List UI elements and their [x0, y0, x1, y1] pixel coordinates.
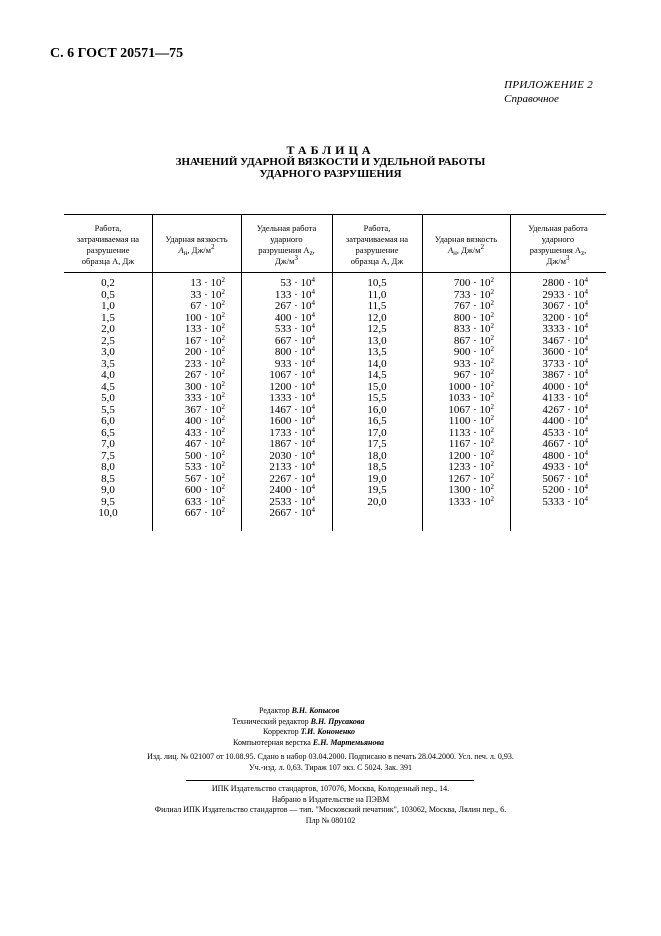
table-cell: $800 \cdot 10^2$	[453, 310, 494, 324]
table-cell: $2533 \cdot 10^4$	[269, 494, 315, 508]
table-cell: $400 \cdot 10^2$	[184, 414, 225, 427]
table-cell: 7,5	[101, 449, 115, 462]
table-cell: 11,0	[367, 288, 387, 301]
table-cell: 19,0	[367, 472, 387, 485]
publisher-line: Филиал ИПК Издательство стандартов — тип. "Московский печатник", 103062, Москва, Лялин пер., 6.	[154, 805, 507, 814]
data-table	[64, 214, 606, 531]
table-cell: $233 \cdot 10^2$	[184, 356, 225, 370]
work-column	[332, 278, 422, 508]
table-cell: 20,0	[367, 495, 387, 508]
table-cell: $500 \cdot 10^2$	[184, 448, 225, 462]
table-cell: 18,0	[367, 449, 387, 462]
table-cell: $1733 \cdot 10^4$	[269, 425, 315, 439]
table-cell: 1,0	[101, 300, 115, 312]
table-cell: 10,0	[98, 507, 118, 519]
header-toughness: Ударная вязкость $A_н$, $Дж/м^2$	[165, 234, 228, 257]
table-cell: 13,5	[367, 346, 387, 358]
table-cell: 10,5	[367, 277, 387, 289]
table-cell: 5,5	[101, 403, 115, 416]
table-cell: $2933 \cdot 10^4$	[542, 287, 588, 301]
table-cell: $1467 \cdot 10^4$	[269, 402, 315, 416]
table-cell: $1233 \cdot 10^2$	[448, 460, 494, 473]
header-divider	[64, 272, 606, 273]
header-specific-work: Удельная работа ударного разрушения $A_z$, $Дж/м^3$	[528, 223, 588, 266]
table-cell: 15,0	[367, 380, 387, 393]
table-cell: 12,0	[367, 311, 387, 324]
table-cell: $1067 \cdot 10^2$	[448, 402, 494, 416]
table-cell: 14,5	[367, 369, 387, 381]
table-cell: 3,5	[101, 357, 115, 370]
table-cell: $367 \cdot 10^2$	[184, 402, 225, 416]
table-cell: $2400 \cdot 10^4$	[269, 483, 315, 496]
appendix-type: Справочное	[504, 93, 559, 105]
table-cell: 7,0	[101, 438, 115, 450]
table-cell: 8,0	[101, 461, 115, 473]
table-cell: $4667 \cdot 10^4$	[542, 437, 588, 450]
table-cell: 0,5	[101, 288, 115, 301]
table-cell: $267 \cdot 10^2$	[184, 368, 225, 381]
table-cell: $1200 \cdot 10^4$	[269, 379, 315, 393]
toughness-column	[422, 278, 494, 508]
table-cell: 2,0	[101, 323, 115, 335]
table-cell: $200 \cdot 10^2$	[184, 345, 225, 358]
table-cell: $933 \cdot 10^4$	[274, 356, 315, 370]
table-cell: $1600 \cdot 10^4$	[269, 414, 315, 427]
table-cell: $800 \cdot 10^4$	[274, 345, 315, 358]
table-cell: $3200 \cdot 10^4$	[542, 310, 588, 324]
table-cell: $1200 \cdot 10^2$	[448, 448, 494, 462]
credit-line: Технический редактор В.Н. Прусакова	[232, 716, 365, 726]
table-cell: $4400 \cdot 10^4$	[542, 414, 588, 427]
table-cell: $5333 \cdot 10^4$	[542, 494, 588, 508]
table-cell: 9,0	[101, 484, 115, 496]
table-cell: $900 \cdot 10^2$	[453, 345, 494, 358]
table-cell: $1267 \cdot 10^2$	[448, 471, 494, 485]
table-cell: $833 \cdot 10^2$	[453, 322, 494, 335]
table-cell: $3333 \cdot 10^4$	[542, 322, 588, 335]
table-cell: 6,0	[101, 415, 115, 427]
table-cell: $1000 \cdot 10^2$	[448, 379, 494, 393]
table-cell: 15,5	[367, 392, 387, 404]
table-cell: $5067 \cdot 10^4$	[542, 471, 588, 485]
table-cell: $600 \cdot 10^2$	[184, 483, 225, 496]
divider	[186, 780, 474, 781]
appendix-label	[504, 78, 593, 106]
table-cell: $4133 \cdot 10^4$	[542, 391, 588, 404]
table-cell: $133 \cdot 10^4$	[274, 287, 315, 301]
table-cell: 4,5	[101, 380, 115, 393]
table-cell: $133 \cdot 10^2$	[184, 322, 225, 335]
table-cell: $867 \cdot 10^2$	[453, 333, 494, 347]
table-cell: $3067 \cdot 10^4$	[542, 299, 588, 312]
table-cell: $13 \cdot 10^2$	[190, 276, 225, 289]
table-cell: $733 \cdot 10^2$	[453, 287, 494, 301]
table-cell: $167 \cdot 10^2$	[184, 333, 225, 347]
table-cell: 8,5	[101, 472, 115, 485]
table-cell: 13,0	[367, 334, 387, 347]
table-cell: $700 \cdot 10^2$	[453, 276, 494, 289]
table-cell: $767 \cdot 10^2$	[453, 299, 494, 312]
toughness-column	[152, 278, 225, 520]
table-cell: $1100 \cdot 10^2$	[448, 414, 494, 427]
publisher-line: Набрано в Издательстве на ПЭВМ	[271, 794, 390, 804]
table-cell: $533 \cdot 10^2$	[184, 460, 225, 473]
table-cell: $667 \cdot 10^2$	[184, 506, 225, 519]
table-cell: $3600 \cdot 10^4$	[542, 345, 588, 358]
table-cell: $2030 \cdot 10^4$	[269, 448, 315, 462]
publisher-line: ИПК Издательство стандартов, 107076, Москва, Колодезный пер., 14.	[211, 784, 450, 793]
title-line-2: ЗНАЧЕНИЙ УДАРНОЙ ВЯЗКОСТИ И УДЕЛЬНОЙ РАБОТЫ	[175, 156, 486, 168]
title-line-3: УДАРНОГО РАЗРУШЕНИЯ	[259, 168, 402, 180]
table-cell: $267 \cdot 10^4$	[274, 299, 315, 312]
table-cell: $633 \cdot 10^2$	[184, 494, 225, 508]
table-cell: $933 \cdot 10^2$	[453, 356, 494, 370]
table-cell: 16,5	[367, 415, 387, 427]
table-cell: $5200 \cdot 10^4$	[542, 483, 588, 496]
credit-line: Корректор Т.И. Кононенко	[263, 727, 356, 736]
table-cell: $400 \cdot 10^4$	[274, 310, 315, 324]
table-cell: 16,0	[367, 403, 387, 416]
table-cell: 9,5	[101, 495, 115, 508]
table-cell: $1133 \cdot 10^2$	[448, 425, 494, 439]
table-cell: $2667 \cdot 10^4$	[269, 506, 315, 519]
publisher-line: Плр № 080102	[305, 815, 356, 825]
table-cell: $33 \cdot 10^2$	[190, 287, 225, 301]
table-cell: $333 \cdot 10^2$	[184, 391, 225, 404]
table-title	[0, 144, 661, 180]
table-cell: $4267 \cdot 10^4$	[542, 402, 588, 416]
table-cell: $53 \cdot 10^4$	[280, 276, 315, 289]
table-cell: 3,0	[101, 346, 115, 358]
table-cell: $2133 \cdot 10^4$	[269, 460, 315, 473]
table-cell: $2267 \cdot 10^4$	[269, 471, 315, 485]
table-cell: 19,5	[367, 484, 387, 496]
table-cell: $1867 \cdot 10^4$	[269, 437, 315, 450]
appendix-number: ПРИЛОЖЕНИЕ 2	[504, 79, 593, 91]
credit-line: Редактор В.Н. Копысов	[259, 706, 340, 715]
title-line-1: ТАБЛИЦА	[286, 143, 375, 157]
table-cell: $567 \cdot 10^2$	[184, 471, 225, 485]
table-cell: 0,2	[101, 277, 115, 289]
specific-work-column	[241, 278, 315, 520]
table-cell: $3733 \cdot 10^4$	[542, 356, 588, 370]
table-cell: 12,5	[367, 323, 387, 335]
table-cell: $1033 \cdot 10^2$	[448, 391, 494, 404]
table-cell: $1167 \cdot 10^2$	[448, 437, 494, 450]
table-cell: 6,5	[101, 426, 115, 439]
header-work: Работа, затрачиваемая на разрушение образца A, Дж	[76, 223, 140, 266]
table-cell: 17,5	[367, 438, 387, 450]
table-cell: $467 \cdot 10^2$	[184, 437, 225, 450]
table-cell: $2800 \cdot 10^4$	[542, 276, 588, 289]
table-cell: $1300 \cdot 10^2$	[448, 483, 494, 496]
table-cell: $967 \cdot 10^2$	[453, 368, 494, 381]
table-cell: 4,0	[101, 369, 115, 381]
header-specific-work: Удельная работа ударного разрушения $A_z$, $Дж/м^3$	[256, 223, 317, 266]
table-cell: $4533 \cdot 10^4$	[542, 425, 588, 439]
imprint-line: Уч.-изд. л. 0,63. Тираж 107 экз. С 5024. Зак. 391	[249, 762, 412, 772]
credit-line: Компьютерная верстка Е.Н. Мартемьянова	[233, 737, 384, 747]
table-cell: $3867 \cdot 10^4$	[542, 368, 588, 381]
header-work: Работа, затрачиваемая на разрушение образца A, Дж	[345, 223, 409, 266]
imprint	[0, 752, 661, 773]
table-cell: 1,5	[101, 311, 115, 324]
table-cell: $4933 \cdot 10^4$	[542, 460, 588, 473]
table-cell: 2,5	[101, 334, 115, 347]
table-cell: $433 \cdot 10^2$	[184, 425, 225, 439]
table-cell: $67 \cdot 10^2$	[190, 299, 225, 312]
table-cell: 5,0	[101, 392, 115, 404]
table-cell: $533 \cdot 10^4$	[274, 322, 315, 335]
table-cell: 14,0	[367, 357, 387, 370]
table-cell: 11,5	[367, 300, 387, 312]
table-cell: $100 \cdot 10^2$	[184, 310, 225, 324]
table-cell: $667 \cdot 10^4$	[274, 333, 315, 347]
table-cell: $1333 \cdot 10^2$	[448, 494, 494, 508]
specific-work-column	[510, 278, 588, 508]
publisher-info	[0, 784, 661, 826]
header-toughness: Ударная вязкость $A_н$, $Дж/м^2$	[434, 234, 498, 257]
table-cell: $300 \cdot 10^2$	[184, 379, 225, 393]
table-cell: $4800 \cdot 10^4$	[542, 448, 588, 462]
table-cell: $1333 \cdot 10^4$	[269, 391, 315, 404]
table-cell: $1067 \cdot 10^4$	[269, 368, 315, 381]
table-cell: 17,0	[367, 426, 387, 439]
table-cell: 18,5	[367, 461, 387, 473]
work-column	[64, 278, 152, 520]
page-header: С. 6 ГОСТ 20571—75	[50, 46, 184, 61]
table-cell: $3467 \cdot 10^4$	[542, 333, 588, 347]
imprint-line: Изд. лиц. № 021007 от 10.08.95. Сдано в набор 03.04.2000. Подписано в печать 28.04.2000. Усл. печ. л. 0,93.	[147, 752, 514, 761]
table-cell: $4000 \cdot 10^4$	[542, 379, 588, 393]
